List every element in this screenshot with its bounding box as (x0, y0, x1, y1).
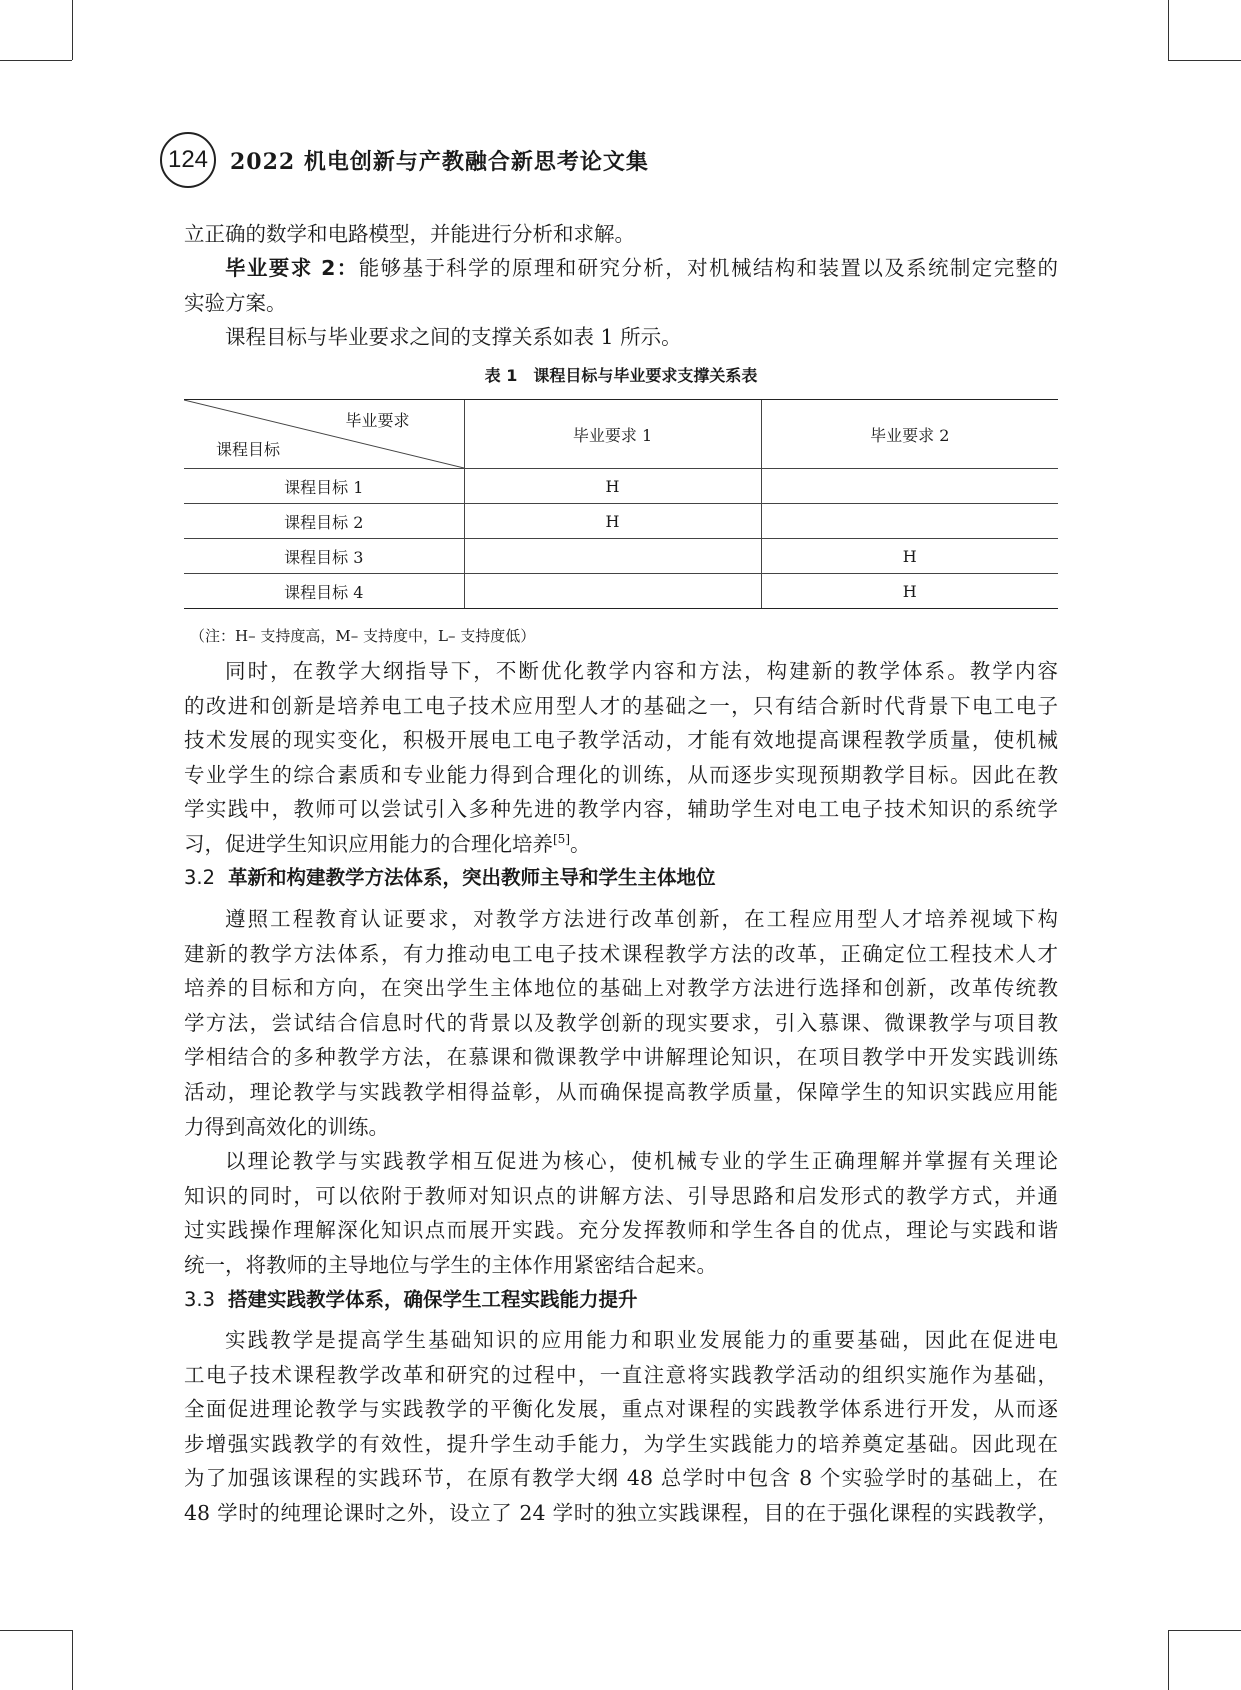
text-line: 活动，理论教学与实践教学相得益彰，从而确保提高教学质量，保障学生的知识实践应用能 (184, 1079, 1058, 1104)
crop-mark (1168, 0, 1169, 60)
requirement-label: 毕业要求 2： (225, 256, 359, 280)
text-line: 同时，在教学大纲指导下，不断优化教学内容和方法，构建新的教学体系。教学内容 (225, 659, 1058, 683)
page-header (160, 132, 649, 188)
text-line: 实践教学是提高学生基础知识的应用能力和职业发展能力的重要基础，因此在促进电 (225, 1328, 1058, 1352)
text-line: 48 学时的纯理论课时之外，设立了 24 学时的独立实践课程，目的在于强化课程的实践教学， (184, 1500, 1058, 1525)
book-title: 2022 机电创新与产教融合新思考论文集 (230, 148, 649, 175)
text-line: 统一，将教师的主导地位与学生的主体作用紧密结合起来。 (184, 1252, 717, 1277)
row-label: 课程目标 2 (184, 504, 464, 539)
table-cell: H (761, 574, 1058, 609)
paragraph-content (184, 654, 1058, 862)
text-line: 立正确的数学和电路模型，并能进行分析和求解。 (184, 222, 635, 246)
table-row (184, 539, 1058, 574)
text-line: 学实践中，教师可以尝试引入多种先进的教学内容，辅助学生对电工电子技术知识的系统学 (184, 797, 1058, 822)
text-line: 课程目标与毕业要求之间的支撑关系如表 1 所示。 (225, 325, 682, 349)
support-table (184, 399, 1058, 609)
paragraph-requirement-2 (184, 251, 1058, 320)
diagonal-header-cell (184, 400, 464, 469)
table-cell (761, 504, 1058, 539)
paragraph-3-2-b (184, 1144, 1058, 1282)
table-row (184, 469, 1058, 504)
text-line: 为了加强该课程的实践环节，在原有教学大纲 48 总学时中包含 8 个实验学时的基础上，在 (184, 1466, 1058, 1491)
diag-top-label: 毕业要求 (345, 411, 410, 430)
table-note: （注：H– 支持度高，M– 支持度中，L– 支持度低） (190, 627, 536, 645)
section-title: 革新和构建教学方法体系，突出教师主导和学生主体地位 (228, 866, 716, 889)
table-caption: 表 1 课程目标与毕业要求支撑关系表 (484, 366, 758, 385)
section-heading-3-3 (184, 1284, 638, 1312)
text-span: 能够基于科学的原理和研究分析，对机械结构和装置以及系统制定完整的 (358, 256, 1058, 280)
table-row (184, 574, 1058, 609)
table-header-row (184, 400, 1058, 469)
table-cell: H (761, 539, 1058, 574)
crop-mark (1168, 1630, 1169, 1690)
text-line: 培养的目标和方向，在突出学生主体地位的基础上对教学方法进行选择和创新，改革传统教 (184, 976, 1058, 1001)
table-row (184, 504, 1058, 539)
table-cell: H (464, 469, 761, 504)
table-cell: H (464, 504, 761, 539)
text-line: 过实践操作理解深化知识点而展开实践。充分发挥教师和学生各自的优点，理论与实践和谐 (184, 1218, 1058, 1243)
section-heading-3-2 (184, 862, 716, 890)
text-line: 的改进和创新是培养电工电子技术应用型人才的基础之一，只有结合新时代背景下电工电子 (184, 693, 1058, 718)
section-title: 搭建实践教学体系，确保学生工程实践能力提升 (228, 1288, 638, 1311)
text-line: 力得到高效化的训练。 (184, 1114, 389, 1139)
crop-mark (1168, 60, 1241, 61)
text-span: 习，促进学生知识应用能力的合理化培养 (184, 831, 553, 856)
row-label: 课程目标 1 (184, 469, 464, 504)
text-line: 建新的教学方法体系，有力推动电工电子技术课程教学方法的改革，正确定位工程技术人才 (184, 941, 1058, 966)
paragraph-3-2-a (184, 902, 1058, 1144)
text-line: 专业学生的综合素质和专业能力得到合理化的训练，从而逐步实现预期教学目标。因此在教 (184, 762, 1058, 787)
section-number: 3.3 (184, 1288, 216, 1311)
text-line: 实验方案。 (184, 290, 287, 315)
text-line: 以理论教学与实践教学相互促进为核心，使机械专业的学生正确理解并掌握有关理论 (225, 1149, 1058, 1173)
crop-mark (1168, 1630, 1241, 1631)
crop-mark (72, 1630, 73, 1690)
table-cell (761, 469, 1058, 504)
text-line: 步增强实践教学的有效性，提升学生动手能力，为学生实践能力的培养奠定基础。因此现在 (184, 1431, 1058, 1456)
text-line (184, 827, 1058, 862)
text-line: 学相结合的多种教学方法，在慕课和微课教学中讲解理论知识，在项目教学中开发实践训练 (184, 1045, 1058, 1070)
column-header: 毕业要求 2 (761, 400, 1058, 469)
crop-mark (0, 60, 72, 61)
crop-mark (72, 0, 73, 60)
row-label: 课程目标 4 (184, 574, 464, 609)
row-label: 课程目标 3 (184, 539, 464, 574)
text-line (184, 251, 1058, 286)
text-line: 技术发展的现实变化，积极开展电工电子教学活动，才能有效地提高课程教学质量，使机械 (184, 728, 1058, 753)
diag-bottom-label: 课程目标 (216, 440, 281, 459)
text-line: 全面促进理论教学与实践教学的平衡化发展，重点对课程的实践教学体系进行开发，从而逐 (184, 1397, 1058, 1422)
text-line: 知识的同时，可以依附于教师对知识点的讲解方法、引导思路和启发形式的教学方式，并通 (184, 1183, 1058, 1208)
table-cell (464, 574, 761, 609)
section-number: 3.2 (184, 866, 216, 889)
text-line: 工电子技术课程教学改革和研究的过程中，一直注意将实践教学活动的组织实施作为基础， (184, 1362, 1058, 1387)
text-line: 遵照工程教育认证要求，对教学方法进行改革创新，在工程应用型人才培养视域下构 (225, 907, 1058, 931)
paragraph-intro (184, 217, 1058, 252)
crop-mark (0, 1630, 72, 1631)
citation: [5] (553, 832, 570, 847)
text-line: 学方法，尝试结合信息时代的背景以及教学创新的现实要求，引入慕课、微课教学与项目教 (184, 1010, 1058, 1035)
paragraph-table-ref (184, 320, 1058, 355)
table-cell (464, 539, 761, 574)
column-header: 毕业要求 1 (464, 400, 761, 469)
page-number: 124 (160, 132, 216, 188)
paragraph-3-3 (184, 1323, 1058, 1531)
text-span: 。 (570, 831, 591, 856)
